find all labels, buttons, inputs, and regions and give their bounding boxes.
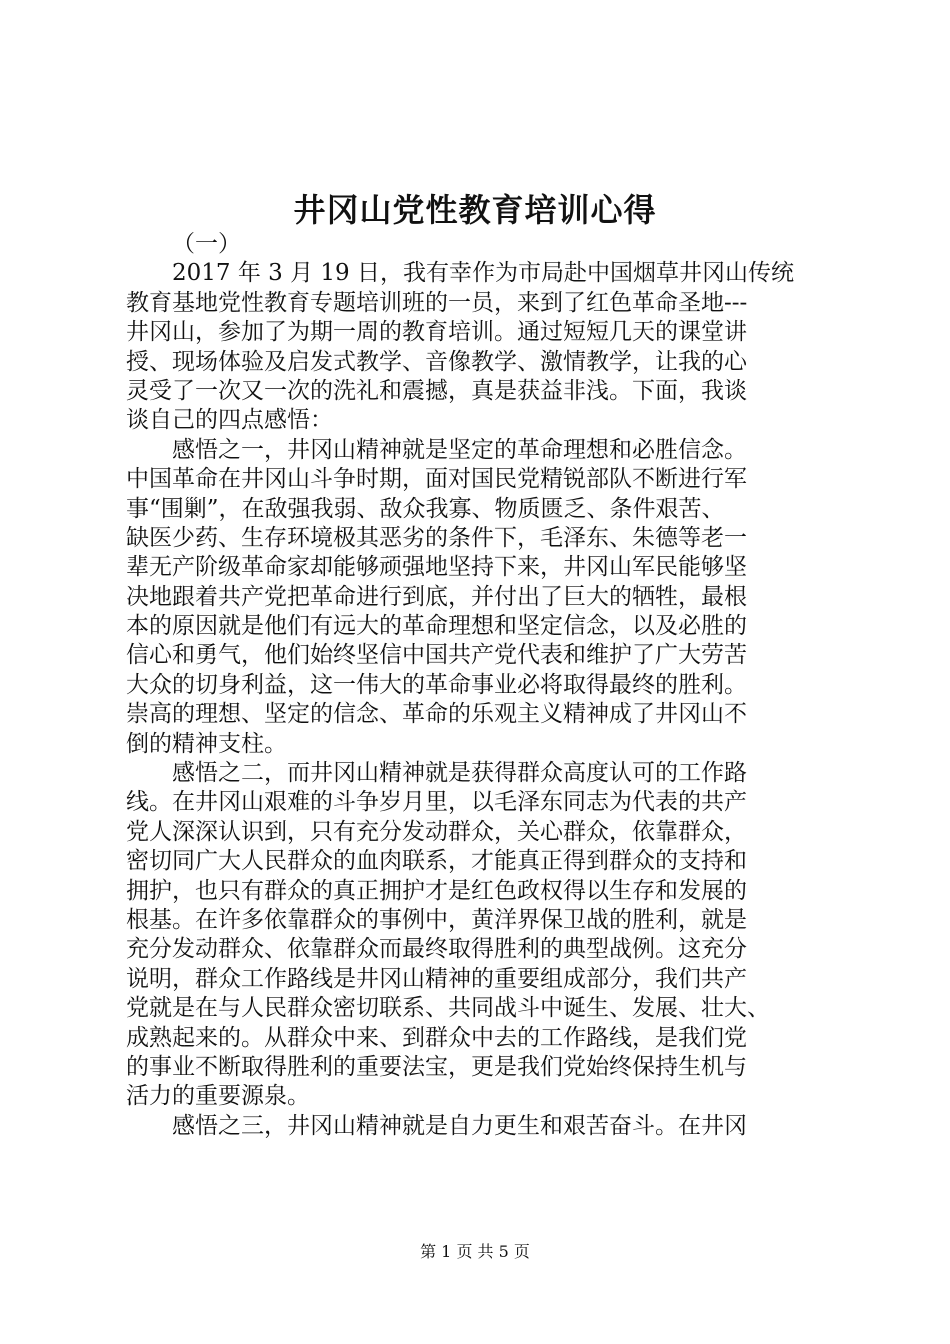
paragraph-line: 活力的重要源泉。 bbox=[126, 1083, 310, 1110]
paragraph-line: 2017 年 3 月 19 日，我有幸作为市局赴中国烟草井冈山传统 bbox=[172, 260, 794, 287]
paragraph-line: 井冈山，参加了为期一周的教育培训。通过短短几天的课堂讲 bbox=[126, 319, 747, 346]
paragraph-line: 充分发动群众、依靠群众而最终取得胜利的典型战例。这充分 bbox=[126, 936, 747, 963]
paragraph-line: 教育基地党性教育专题培训班的一员，来到了红色革命圣地--- bbox=[126, 289, 748, 316]
paragraph-line: 中国革命在井冈山斗争时期，面对国民党精锐部队不断进行军 bbox=[126, 466, 747, 493]
paragraph-line: 说明，群众工作路线是井冈山精神的重要组成部分，我们共产 bbox=[126, 965, 747, 992]
paragraph-line: 成熟起来的。从群众中来、到群众中去的工作路线，是我们党 bbox=[126, 1024, 747, 1051]
paragraph-line: 密切同广大人民群众的血肉联系，才能真正得到群众的支持和 bbox=[126, 848, 747, 875]
paragraph-line: 事“围剿”，在敌强我弱、敌众我寡、物质匮乏、条件艰苦、 bbox=[126, 495, 725, 522]
document-title: 井冈山党性教育培训心得 bbox=[293, 191, 657, 229]
paragraph-line: 拥护，也只有群众的真正拥护才是红色政权得以生存和发展的 bbox=[126, 877, 747, 904]
section-heading: （一） bbox=[172, 231, 241, 257]
paragraph-line: 党人深深认识到，只有充分发动群众，关心群众，依靠群众， bbox=[126, 818, 747, 845]
paragraph-line: 辈无产阶级革命家却能够顽强地坚持下来，井冈山军民能够坚 bbox=[126, 554, 747, 581]
paragraph-line: 的事业不断取得胜利的重要法宝，更是我们党始终保持生机与 bbox=[126, 1053, 747, 1080]
paragraph-line: 倒的精神支柱。 bbox=[126, 730, 287, 757]
paragraph-line: 崇高的理想、坚定的信念、革命的乐观主义精神成了井冈山不 bbox=[126, 701, 747, 728]
page-footer: 第 1 页 共 5 页 bbox=[420, 1242, 530, 1261]
paragraph-line: 线。在井冈山艰难的斗争岁月里，以毛泽东同志为代表的共产 bbox=[126, 789, 747, 816]
paragraph-line: 谈自己的四点感悟： bbox=[126, 407, 333, 434]
paragraph-line: 信心和勇气，他们始终坚信中国共产党代表和维护了广大劳苦 bbox=[126, 642, 747, 669]
paragraph-line: 感悟之三，井冈山精神就是自力更生和艰苦奋斗。在井冈 bbox=[172, 1112, 747, 1139]
paragraph-line: 决地跟着共产党把革命进行到底，并付出了巨大的牺牲，最根 bbox=[126, 583, 747, 610]
paragraph-line: 党就是在与人民群众密切联系、共同战斗中诞生、发展、壮大、 bbox=[126, 995, 770, 1022]
paragraph-line: 缺医少药、生存环境极其恶劣的条件下，毛泽东、朱德等老一 bbox=[126, 524, 747, 551]
paragraph-line: 根基。在许多依靠群众的事例中，黄洋界保卫战的胜利，就是 bbox=[126, 906, 747, 933]
paragraph-line: 感悟之二，而井冈山精神就是获得群众高度认可的工作路 bbox=[172, 760, 747, 787]
paragraph-line: 大众的切身利益，这一伟大的革命事业必将取得最终的胜利。 bbox=[126, 671, 747, 698]
paragraph-line: 本的原因就是他们有远大的革命理想和坚定信念，以及必胜的 bbox=[126, 613, 747, 640]
paragraph-line: 灵受了一次又一次的洗礼和震撼，真是获益非浅。下面，我谈 bbox=[126, 377, 747, 404]
paragraph-line: 授、现场体验及启发式教学、音像教学、激情教学，让我的心 bbox=[126, 348, 747, 375]
paragraph-line: 感悟之一，井冈山精神就是坚定的革命理想和必胜信念。 bbox=[172, 436, 747, 463]
document-body bbox=[126, 230, 828, 1141]
